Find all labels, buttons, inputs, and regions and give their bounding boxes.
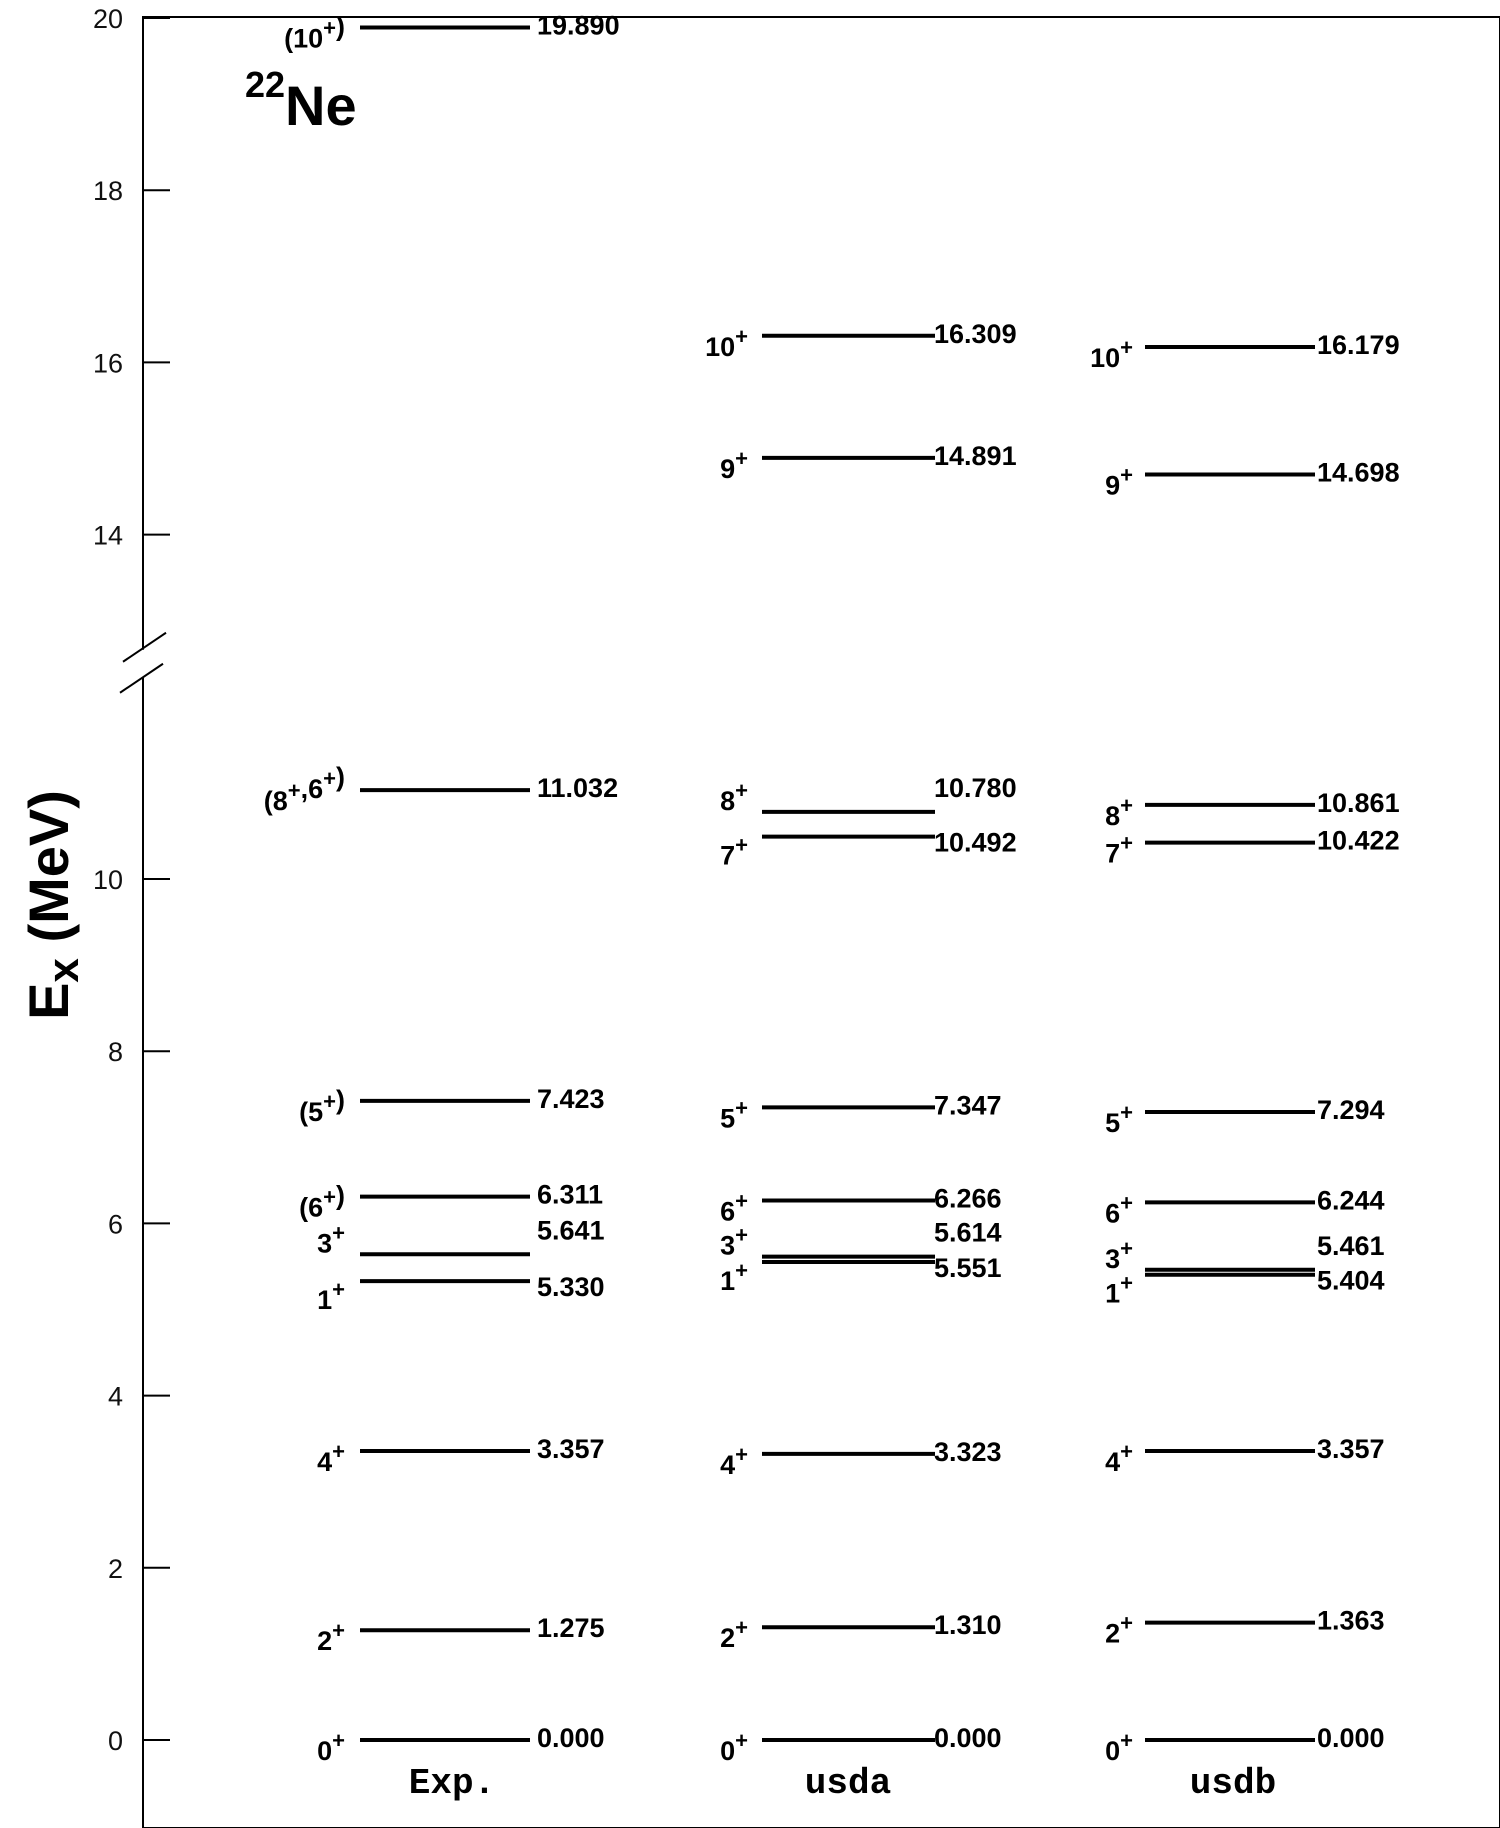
energy-label: 1.275	[537, 1613, 605, 1644]
spin-label: 2+	[720, 1615, 748, 1654]
energy-label: 16.179	[1317, 329, 1400, 360]
y-tick-label: 16	[92, 348, 123, 379]
energy-label: 5.330	[537, 1272, 605, 1303]
level-columns	[264, 10, 1400, 1804]
spin-label: 3+	[1105, 1235, 1133, 1274]
spin-label: (5+)	[299, 1084, 345, 1127]
spin-label: 6+	[1105, 1190, 1133, 1229]
column-usdb	[1090, 330, 1400, 1804]
spin-label: 1+	[317, 1277, 345, 1316]
plot-frame	[143, 17, 1500, 1828]
spin-label: 10+	[705, 323, 748, 362]
spin-label: 2+	[317, 1618, 345, 1657]
spin-label: 5+	[1105, 1099, 1133, 1138]
energy-label: 6.311	[537, 1179, 604, 1210]
energy-label: 14.891	[934, 440, 1017, 471]
column-usda	[705, 319, 1017, 1804]
column-name: usda	[804, 1763, 892, 1804]
spin-label: (10+)	[284, 11, 345, 54]
spin-label: 4+	[720, 1441, 748, 1480]
energy-label: 10.422	[1317, 825, 1400, 856]
energy-label: 19.890	[537, 10, 620, 41]
y-tick-label: 10	[92, 865, 123, 895]
energy-label: 6.244	[1317, 1185, 1385, 1216]
energy-label: 14.698	[1317, 457, 1400, 488]
energy-label: 0.000	[1317, 1723, 1385, 1753]
spin-label: 7+	[1105, 830, 1133, 869]
spin-label: 1+	[1105, 1270, 1133, 1309]
y-tick-label: 20	[92, 4, 123, 34]
spin-label: 8+	[720, 777, 748, 816]
energy-label: 5.461	[1317, 1230, 1385, 1261]
energy-label: 16.309	[934, 318, 1017, 349]
energy-label: 5.551	[934, 1253, 1002, 1284]
y-axis-label-unit: (MeV)	[17, 790, 80, 959]
spin-label: 9+	[1105, 462, 1133, 501]
spin-label: 7+	[720, 832, 748, 871]
spin-label: 10+	[1090, 334, 1133, 373]
column-Exp	[264, 10, 620, 1804]
y-axis-label-sub: x	[39, 958, 88, 983]
y-tick-label: 18	[92, 176, 123, 207]
y-tick-label: 8	[107, 1037, 123, 1068]
energy-label: 10.492	[934, 827, 1017, 858]
spin-label: 3+	[317, 1220, 345, 1259]
energy-label: 10.780	[934, 772, 1017, 803]
element-symbol: Ne	[285, 74, 357, 137]
spin-label: 1+	[720, 1258, 748, 1297]
spin-label: 0+	[1105, 1728, 1133, 1766]
spin-label: 9+	[720, 445, 748, 484]
spin-label: 6+	[720, 1188, 748, 1227]
spin-label: (8+,6+)	[263, 762, 345, 817]
energy-label: 3.323	[934, 1436, 1002, 1467]
spin-label: 8+	[1105, 792, 1133, 831]
energy-label: 7.294	[1317, 1094, 1385, 1125]
energy-label: 1.363	[1317, 1605, 1385, 1636]
y-axis-label	[17, 790, 88, 1020]
spin-label: 5+	[720, 1095, 748, 1134]
energy-label: 7.347	[934, 1090, 1002, 1121]
energy-label: 5.404	[1317, 1265, 1385, 1296]
y-axis-label-main: E	[17, 982, 80, 1020]
energy-label: 5.614	[934, 1217, 1002, 1248]
energy-label: 0.000	[537, 1723, 605, 1753]
energy-label: 6.266	[934, 1183, 1002, 1214]
y-tick-label: 14	[92, 520, 123, 551]
energy-label: 7.423	[537, 1083, 605, 1114]
energy-label: 1.310	[934, 1610, 1002, 1641]
energy-label: 10.861	[1317, 787, 1400, 818]
y-tick-label: 2	[107, 1553, 123, 1584]
energy-label: 3.357	[537, 1433, 605, 1464]
column-name: Exp.	[408, 1763, 496, 1804]
column-name: usdb	[1189, 1763, 1277, 1804]
spin-label: 4+	[1105, 1438, 1133, 1477]
energy-label: 0.000	[934, 1723, 1002, 1753]
spin-label: 0+	[317, 1728, 345, 1766]
energy-label: 3.357	[1317, 1433, 1385, 1464]
spin-label: (6+)	[299, 1180, 345, 1223]
spin-label: 4+	[317, 1438, 345, 1477]
y-tick-label: 4	[107, 1381, 123, 1412]
spin-label: 3+	[720, 1222, 748, 1261]
nucleus-title	[245, 64, 357, 137]
spin-label: 2+	[1105, 1610, 1133, 1649]
mass-number: 22	[245, 64, 286, 105]
energy-label: 5.641	[537, 1215, 605, 1246]
y-axis	[93, 0, 170, 1756]
y-tick-label: 6	[107, 1209, 123, 1240]
y-tick-label: 0	[107, 1726, 123, 1756]
spin-label: 0+	[720, 1728, 748, 1766]
energy-label: 11.032	[537, 773, 619, 804]
